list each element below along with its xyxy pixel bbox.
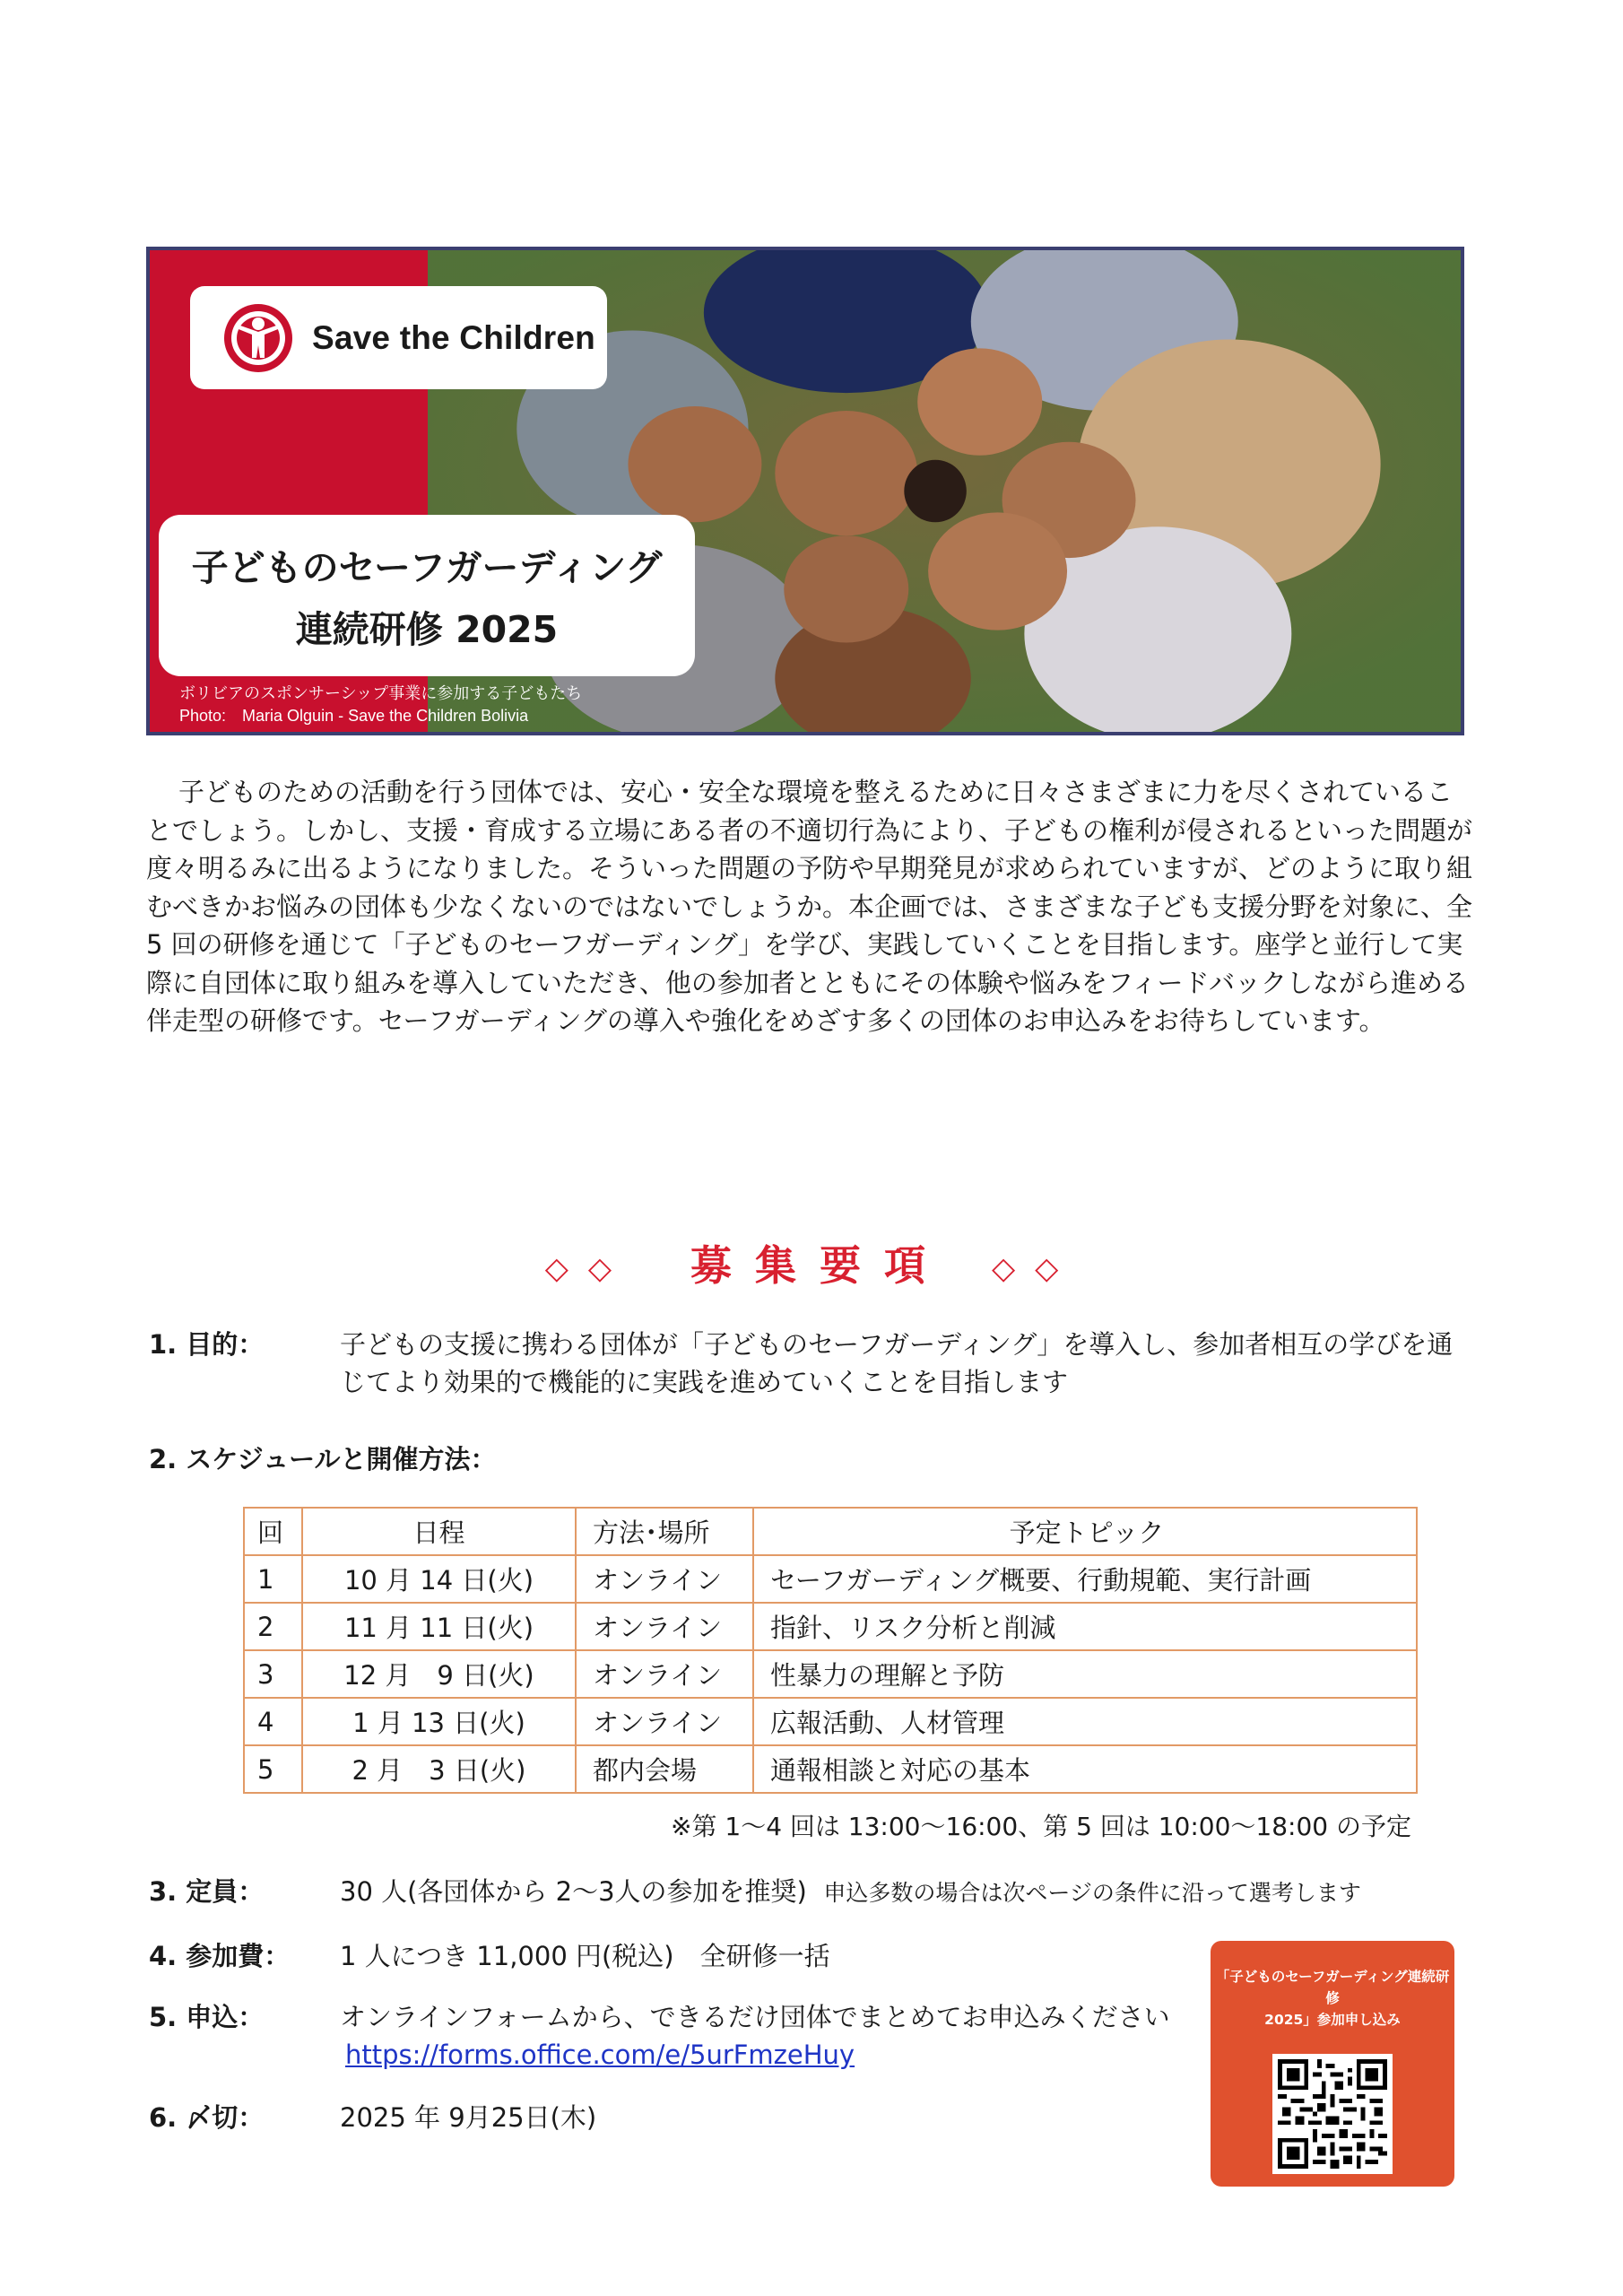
apply-label: 5. 申込： (149, 2002, 265, 2032)
header-cell: 日程 (302, 1508, 576, 1555)
table-row (244, 1603, 1417, 1650)
row-date: 12 月 9 日(火) (302, 1650, 576, 1698)
row-topic: 指針、リスク分析と削減 (753, 1603, 1417, 1650)
item-deadline (149, 2099, 597, 2136)
row-number: 1 (244, 1555, 302, 1603)
row-topic: 広報活動、人材管理 (753, 1698, 1417, 1745)
photo-caption (179, 683, 582, 727)
fee-value: 1 人につき 11,000 円(税込) 全研修一括 (340, 1941, 830, 1971)
logo (190, 286, 607, 389)
qr-card[interactable] (1211, 1941, 1454, 2187)
row-method: オンライン (576, 1555, 753, 1603)
qr-code-icon (1278, 2059, 1387, 2169)
item-purpose (149, 1326, 1454, 1397)
section-heading (0, 1233, 1623, 1292)
item-schedule (149, 1440, 497, 1478)
application-form-link[interactable]: https://forms.office.com/e/5urFmzeHuy (345, 2039, 855, 2070)
diamonds-left: ◇◇ (544, 1250, 631, 1287)
row-method: オンライン (576, 1603, 753, 1650)
row-number: 2 (244, 1603, 302, 1650)
diamonds-right: ◇◇ (992, 1250, 1079, 1287)
hero-title-line1: 子どものセーフガーディング (191, 546, 663, 589)
row-date: 1 月 13 日(火) (302, 1698, 576, 1745)
row-topic: 性暴力の理解と予防 (753, 1650, 1417, 1698)
schedule-label: 2. スケジュールと開催方法： (149, 1444, 497, 1474)
row-number: 5 (244, 1745, 302, 1793)
save-the-children-logo-icon (222, 302, 294, 374)
purpose-label: 1. 目的： (149, 1329, 265, 1360)
row-method: オンライン (576, 1650, 753, 1698)
capacity-text: 30 人(各団体から 2～3人の参加を推奨) (340, 1876, 807, 1907)
brand-name: Save the Children (312, 318, 595, 356)
row-number: 4 (244, 1698, 302, 1745)
hero-title-box (159, 515, 695, 676)
caption-line2: Photo: Maria Olguin - Save the Children Bolivia (179, 707, 529, 725)
qr-code[interactable] (1272, 2054, 1393, 2174)
item-capacity (149, 1873, 1361, 1910)
caption-line1: ボリビアのスポンサーシップ事業に参加する子どもたち (179, 684, 583, 702)
row-method: オンライン (576, 1698, 753, 1745)
row-date: 10 月 14 日(火) (302, 1555, 576, 1603)
apply-value (340, 1998, 1170, 2074)
item-fee (149, 1937, 830, 1975)
item-apply (149, 1998, 1170, 2070)
hero-banner (146, 247, 1464, 735)
capacity-value (340, 1873, 1361, 1912)
row-date: 2 月 3 日(火) (302, 1745, 576, 1793)
table-header-row (244, 1508, 1417, 1555)
row-topic: 通報相談と対応の基本 (753, 1745, 1417, 1793)
schedule-note: ※第 1～4 回は 13:00～16:00、第 5 回は 10:00～18:00 の予定 (671, 1812, 1411, 1841)
schedule-table (243, 1507, 1418, 1794)
row-method: 都内会場 (576, 1745, 753, 1793)
fee-label: 4. 参加費： (149, 1941, 291, 1971)
hero-title-line2: 連続研修 2025 (295, 608, 559, 651)
header-cell: 方法･場所 (576, 1508, 753, 1555)
row-topic: セーフガーディング概要、行動規範、実行計画 (753, 1555, 1417, 1603)
apply-text: オンラインフォームから、できるだけ団体でまとめてお申込みください (340, 2002, 1170, 2032)
purpose-text: 子どもの支援に携わる団体が「子どものセーフガーディング」を導入し、参加者相互の学びを通じてより効果的で機能的に実践を進めていくことを目指します (340, 1329, 1454, 1397)
capacity-note: 申込多数の場合は次ページの条件に沿って選考します (823, 1880, 1361, 1906)
row-number: 3 (244, 1650, 302, 1698)
table-row (244, 1650, 1417, 1698)
deadline-value: 2025 年 9月25日(木) (340, 2102, 597, 2133)
deadline-label: 6. 〆切： (149, 2102, 265, 2133)
heading-text: 募集要項 (690, 1241, 949, 1290)
header-cell: 予定トピック (753, 1508, 1417, 1555)
table-row (244, 1698, 1417, 1745)
row-date: 11 月 11 日(火) (302, 1603, 576, 1650)
table-row (244, 1745, 1417, 1793)
qr-title-line1: 「子どものセーフガーディング連続研修 (1215, 1969, 1450, 2006)
header-cell: 回 (244, 1508, 302, 1555)
capacity-label: 3. 定員： (149, 1876, 265, 1907)
qr-card-title (1211, 1966, 1454, 2031)
intro-paragraph: 子どものための活動を行う団体では、安心・安全な環境を整えるために日々さまざまに力を尽くされていることでしょう。しかし、支援・育成する立場にある者の不適切行為により、子どもの権利が侵されるといった問題が度々明るみに出るようになりました。そういった問題の予防や早期発見が求められていますが、どのように取り組むべきかお悩みの団体も少なくないのではないでしょうか。本企画では、さまざまな子ども支援分野を対象に、全 5 回の研修を通じて「子どものセーフガーディング」を学び、実践していくことを目指します。座学と並行して実際に自団体に取り組みを導入していただき、他の参加者とともにその体験や悩みをフィードバックしながら進める伴走型の研修です。セーフガーディングの導入や強化をめざす多くの団体のお申込みをお待ちしています。 (146, 777, 1473, 1036)
qr-title-line2: 2025」参加申し込み (1264, 2012, 1401, 2028)
table-row (244, 1555, 1417, 1603)
